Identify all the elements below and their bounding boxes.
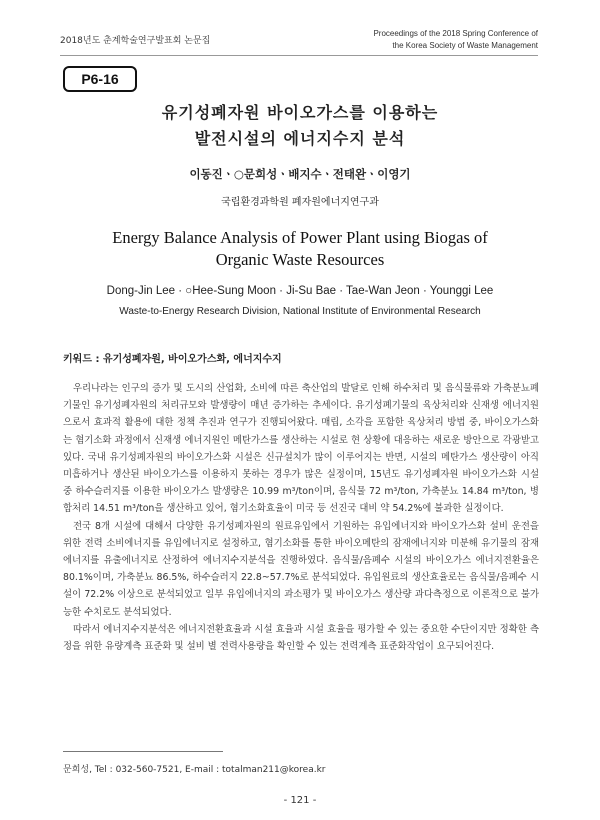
paragraph: 따라서 에너지수지분석은 에너지전환효율과 시설 효율과 시설 효율을 평가할 수 있는 중요한 수단이지만 정확한 측정을 위한 유량계측 표준화 및 설비 별 전력사용량을 확인할 수 있는 전력계측 표준화작업이 요구되어진다. <box>63 623 539 653</box>
running-header-left: 2018년도 춘계학술연구발표회 논문집 <box>60 36 211 46</box>
english-title <box>0 227 600 271</box>
paper-id-badge: P6-16 <box>63 66 137 92</box>
paragraph: 우리나라는 인구의 증가 및 도시의 산업화, 소비에 따른 축산업의 발달로 인해 하수처리 및 음식물류와 가축분뇨폐기물인 유기성폐자원의 처리규모와 발생량이 매년 증가하는 추세이다. 유기성폐기물의 육상처리와 신재생 에너지원으로서 효과적 활용에 대한 정책 추진과 연구가 진행되어왔다. 매립, 소각을 포함한 육상처리 방법 중, 바이오가스화는 혐기소화 과정에서 신재생 에너지원인 메탄가스를 생산하는 시설로 현 상황에 대응하는 새로운 방안으로 각광받고 있다. 국내 유기성폐자원의 바이오가스화 시설은 신규설치가 많이 이루어지는 반면, 시설의 메탄가스 생산량이 아직 미흡하거나 생산된 바이오가스를 이용하지 못하는 경우가 많은 실정이며, 15년도 유기성폐자원 바이오가스화 시설 중 하수슬러지를 이용한 바이오가스 발생량은 10.99 m³/ton이며, 음식물 72 m³/ton, 가축분뇨 14.84 m³/ton, 병합처리 14.51 m³/ton을 생산하고 있어, 혐기소화효율이 미국 등 선진국 대비 약 54.2%에 불과한 실정이다. <box>63 383 539 515</box>
abstract-body <box>63 380 539 655</box>
running-header-right-line1: Proceedings of the 2018 Spring Conference of <box>373 29 538 38</box>
keywords: 키워드 : 유기성폐자원, 바이오가스화, 에너지수지 <box>63 354 282 365</box>
korean-title-line1: 유기성폐자원 바이오가스를 이용하는 <box>161 103 439 122</box>
english-authors: Dong-Jin Lee · ○Hee-Sung Moon · Ji-Su Bae · Tae-Wan Jeon · Younggi Lee <box>106 285 494 297</box>
footnote-rule <box>63 751 223 752</box>
footnote: 문희성, Tel : 032-560-7521, E-mail : totalman211@korea.kr <box>63 765 326 775</box>
header-rule <box>60 55 538 56</box>
korean-affiliation: 국립환경과학원 폐자원에너지연구과 <box>221 197 379 208</box>
paragraph: 전국 8개 시설에 대해서 다양한 유기성폐자원의 원료유입에서 기원하는 유입에너지와 바이오가스화 설비 운전을 위한 전력 소비에너지를 유입에너지로 설정하고, 혐기소화를 통한 바이오메탄의 잠재에너지와 미분해 유기물의 잠재에너지를 유출에너지로 산정하여 에너지수지분석을 진행하였다. 음식물/음폐수 시설의 바이오가스 에너지전환율은 80.1%이며, 가축분뇨 86.5%, 하수슬러지 22.8~57.7%로 분석되었다. 유입원료의 생산효율로는 음식물/음폐수 시설이 72.2% 이상으로 분석되었고 일부 유입에너지의 과소평가 및 바이오가스 생산량 과다측정으로 이론적으로 불가능한 수치로도 분석되었다. <box>63 520 539 618</box>
english-affiliation: Waste-to-Energy Research Division, National Institute of Environmental Research <box>119 306 481 317</box>
running-header-right <box>373 28 538 52</box>
korean-title-line2: 발전시설의 에너지수지 분석 <box>194 129 406 148</box>
page-number: - 121 - <box>283 795 317 806</box>
english-title-line2: Organic Waste Resources <box>215 250 385 269</box>
korean-title <box>0 100 600 152</box>
korean-authors: 이동진ㆍ○문희성ㆍ배지수ㆍ전태완ㆍ이영기 <box>189 167 411 181</box>
english-title-line1: Energy Balance Analysis of Power Plant using Biogas of <box>112 228 488 247</box>
running-header-right-line2: the Korea Society of Waste Management <box>392 41 538 50</box>
